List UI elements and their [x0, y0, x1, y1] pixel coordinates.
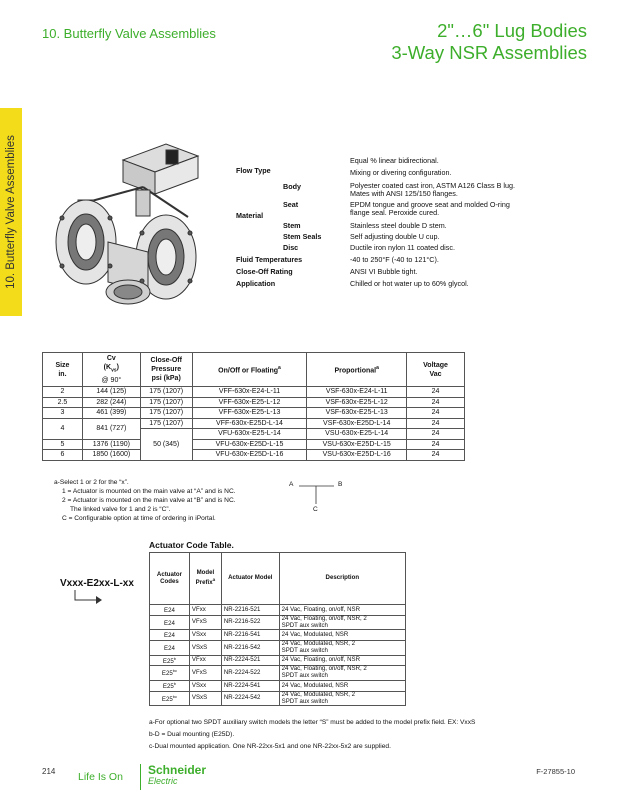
actuator-table-title: Actuator Code Table.	[149, 540, 234, 550]
page-number: 214	[42, 767, 56, 776]
spec-label-material: Material	[236, 211, 264, 220]
table-row	[150, 655, 406, 666]
section-title: 10. Butterfly Valve Assemblies	[42, 26, 216, 41]
spec-label-fluid-temp: Fluid Temperatures	[236, 255, 303, 264]
cell-proportional: VSU-630x-E25-L-14	[307, 429, 407, 440]
cell-model: NR-2224-521	[221, 655, 279, 666]
cell-voltage: 24	[407, 418, 465, 429]
table-row	[43, 418, 465, 429]
col-proportional: Proportional$^a$	[307, 353, 407, 387]
spec-seat-1: EPDM tongue and groove seat and molded O-ring	[350, 200, 510, 209]
cell-code: E24	[150, 615, 190, 630]
col-model-prefix: Model Prefix$^a$	[189, 553, 221, 605]
cell-prefix: VSxS	[189, 691, 221, 706]
code-format-label: Vxxx-E2xx-L-xx	[60, 578, 134, 589]
spec-disc: Ductile iron nylon 11 coated disc.	[350, 243, 455, 252]
spec-label-disc: Disc	[283, 243, 299, 252]
cell-voltage: 24	[407, 429, 465, 440]
cell-model: NR-2216-521	[221, 605, 279, 616]
cell-voltage: 24	[407, 439, 465, 450]
cell-on-off: VFU-630x-E25D-L-16	[192, 450, 307, 461]
valve-selection-table	[42, 352, 465, 461]
table-row	[43, 439, 465, 450]
spec-label-closeoff: Close-Off Rating	[236, 267, 293, 276]
cell-prefix: VSxS	[189, 641, 221, 656]
spec-body-2: Mates with ANSI 125/150 flanges.	[350, 189, 458, 198]
spec-label-flow-type: Flow Type	[236, 166, 271, 175]
brand-sub: Electric	[148, 776, 178, 786]
cell-model: NR-2216-542	[221, 641, 279, 656]
brand-logo	[148, 765, 206, 787]
cell-code: $E25^{bc}$	[150, 691, 190, 706]
cell-close-off: 50 (345)	[140, 429, 192, 461]
cell-on-off: VFU-630x-E25D-L-15	[192, 439, 307, 450]
col-on-off-floating: On/Off or Floating$^a$	[192, 353, 307, 387]
cell-model: NR-2216-541	[221, 630, 279, 641]
spec-label-application: Application	[236, 279, 276, 288]
spec-stem-seals: Self adjusting double U cup.	[350, 232, 440, 241]
section-side-tab	[0, 108, 22, 316]
cell-close-off: 175 (1207)	[140, 418, 192, 429]
cell-proportional: VSU-630x-E25D-L-15	[307, 439, 407, 450]
actuator-code-table	[149, 552, 406, 706]
cell-size: 5	[43, 439, 83, 450]
cell-on-off: VFF-630x-E25D-L-14	[192, 418, 307, 429]
spec-flow-type-2: Mixing or divering configuration.	[350, 168, 452, 177]
cell-description: 24 Vac, Floating, on/off, NSR	[279, 605, 405, 616]
cell-code: E25$^b$	[150, 655, 190, 666]
col-description: Description	[279, 553, 405, 605]
cell-proportional: VSF-630x-E25-L-12	[307, 397, 407, 408]
footer-divider	[140, 764, 141, 790]
table-row	[150, 615, 406, 630]
cell-prefix: VFxx	[189, 605, 221, 616]
port-b-label: B	[338, 481, 343, 488]
col-size: Size in.	[43, 353, 83, 387]
cell-description: 24 Vac, Modulated, NSR, 2 SPDT aux switch	[279, 641, 405, 656]
table-header-row	[43, 353, 465, 387]
spec-label-body: Body	[283, 182, 301, 191]
spec-body-1: Polyester coated cast iron, ASTM A126 Class B lug.	[350, 181, 515, 190]
cell-size: 4	[43, 418, 83, 439]
table-row	[150, 691, 406, 706]
note-line: 1 = Actuator is mounted on the main valve at “A” and is NC.	[62, 488, 236, 495]
cell-voltage: 24	[407, 387, 465, 398]
table-row	[150, 605, 406, 616]
spec-application: Chilled or hot water up to 60% glycol.	[350, 279, 469, 288]
spec-label-seat: Seat	[283, 200, 299, 209]
cell-description: 24 Vac, Floating, on/off, NSR, 2 SPDT aux switch	[279, 666, 405, 681]
note-line: a-Select 1 or 2 for the “x”.	[54, 479, 129, 486]
cell-voltage: 24	[407, 450, 465, 461]
cell-close-off: 175 (1207)	[140, 397, 192, 408]
cell-description: 24 Vac, Modulated, NSR	[279, 630, 405, 641]
brand-name: Schneider	[148, 763, 207, 777]
cell-prefix: VFxS	[189, 666, 221, 681]
cell-close-off: 175 (1207)	[140, 408, 192, 419]
spec-fluid-temp: -40 to 250°F (-40 to 121°C).	[350, 255, 439, 264]
valve-assembly-image	[48, 142, 228, 312]
table-row	[150, 630, 406, 641]
page-title-line2: 3-Way NSR Assemblies	[391, 42, 587, 63]
cell-prefix: VFxS	[189, 615, 221, 630]
note-line: The linked valve for 1 and 2 is “C”.	[70, 506, 171, 513]
cell-cv: 282 (244)	[82, 397, 140, 408]
cell-model: NR-2224-541	[221, 680, 279, 691]
table-header-row	[150, 553, 406, 605]
note-line: b-D = Dual mounting (E25D).	[149, 731, 235, 738]
tagline: Life Is On	[78, 771, 123, 783]
cell-size: 6	[43, 450, 83, 461]
cell-on-off: VFF-630x-E25-L-12	[192, 397, 307, 408]
cell-on-off: VFF-630x-E25-L-13	[192, 408, 307, 419]
port-a-label: A	[289, 481, 294, 488]
spec-stem: Stainless steel double D stem.	[350, 221, 447, 230]
spec-closeoff: ANSI VI Bubble tight.	[350, 267, 418, 276]
col-close-off: Close-Off Pressure psi (kPa)	[140, 353, 192, 387]
cell-close-off: 175 (1207)	[140, 387, 192, 398]
note-line: C = Configurable option at time of ordering in iPortal.	[62, 515, 216, 522]
note-line: a-For optional two SPDT auxiliary switch models the letter “S” must be added to the model prefix field. EX: VxxS	[149, 719, 476, 726]
cell-description: 24 Vac, Modulated, NSR	[279, 680, 405, 691]
note-line: 2 = Actuator is mounted on the main valve at “B” and is NC.	[62, 497, 236, 504]
col-actuator-model: Actuator Model	[221, 553, 279, 605]
table-row	[43, 408, 465, 419]
note-line: c-Dual mounted application. One NR-22xx-5x1 and one NR-22xx-5x2 are supplied.	[149, 743, 391, 750]
cell-proportional: VSF-630x-E25D-L-14	[307, 418, 407, 429]
cell-prefix: VFxx	[189, 655, 221, 666]
cell-cv: 1376 (1190)	[82, 439, 140, 450]
cell-voltage: 24	[407, 397, 465, 408]
document-number: F-27855-10	[536, 767, 575, 776]
cell-proportional: VSF-630x-E25-L-13	[307, 408, 407, 419]
arrow-icon	[72, 590, 102, 606]
spec-label-stem-seals: Stem Seals	[283, 232, 322, 241]
cell-voltage: 24	[407, 408, 465, 419]
cell-size: 3	[43, 408, 83, 419]
table-row	[43, 397, 465, 408]
table-row	[150, 641, 406, 656]
cell-cv: 461 (399)	[82, 408, 140, 419]
col-actuator-codes: Actuator Codes	[150, 553, 190, 605]
cell-model: NR-2216-522	[221, 615, 279, 630]
col-voltage: Voltage Vac	[407, 353, 465, 387]
cell-on-off: VFF-630x-E24-L-11	[192, 387, 307, 398]
table-row	[43, 387, 465, 398]
cell-description: 24 Vac, Floating, on/off, NSR, 2 SPDT aux switch	[279, 615, 405, 630]
cell-size: 2	[43, 387, 83, 398]
cell-size: 2.5	[43, 397, 83, 408]
page-title-line1: 2"…6" Lug Bodies	[437, 20, 587, 41]
spec-label-stem: Stem	[283, 221, 301, 230]
cell-cv: 144 (125)	[82, 387, 140, 398]
cell-cv: 1850 (1600)	[82, 450, 140, 461]
spec-seat-2: flange seal. Peroxide cured.	[350, 208, 440, 217]
col-cv: Cv $(K_{vs})$ @ 90°	[82, 353, 140, 387]
table-row	[43, 450, 465, 461]
cell-description: 24 Vac, Modulated, NSR, 2 SPDT aux switch	[279, 691, 405, 706]
cell-prefix: VSxx	[189, 680, 221, 691]
spec-flow-type-1: Equal % linear bidirectional.	[350, 156, 439, 165]
table-row	[150, 666, 406, 681]
page-title	[391, 20, 587, 64]
cell-cv: 841 (727)	[82, 418, 140, 439]
cell-code: E25$^b$	[150, 680, 190, 691]
cell-code: E24	[150, 605, 190, 616]
cell-model: NR-2224-522	[221, 666, 279, 681]
cell-proportional: VSF-630x-E24-L-11	[307, 387, 407, 398]
cell-code: $E25^{bc}$	[150, 666, 190, 681]
port-c-label: C	[313, 506, 318, 513]
table-row	[150, 680, 406, 691]
cell-prefix: VSxx	[189, 630, 221, 641]
cell-on-off: VFU-630x-E25-L-14	[192, 429, 307, 440]
cell-code: E24	[150, 630, 190, 641]
cell-proportional: VSU-630x-E25D-L-16	[307, 450, 407, 461]
cell-model: NR-2224-542	[221, 691, 279, 706]
cell-code: E24	[150, 641, 190, 656]
cell-description: 24 Vac, Floating, on/off, NSR	[279, 655, 405, 666]
side-tab-label: 10. Butterfly Valve Assemblies	[5, 135, 17, 289]
